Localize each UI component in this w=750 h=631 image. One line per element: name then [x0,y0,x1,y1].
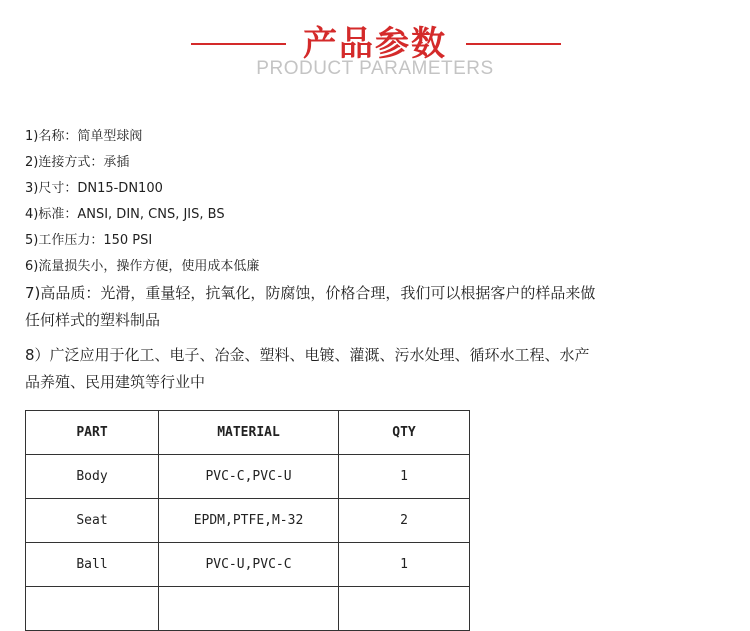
parts-table [25,410,470,631]
spec-item-size: 3)尺寸：DN15-DN100 [25,181,163,196]
page-title: 产品参数 [303,24,447,64]
cell-part: Body [26,455,159,499]
spec-item-applications: 8）广泛应用于化工、电子、冶金、塑料、电镀、灌溉、污水处理、循环水工程、水产品养殖、民用建筑等行业中 [25,346,590,391]
spec-item-name: 1)名称：简单型球阀 [25,129,143,144]
spec-list [25,124,665,396]
title-divider-right [466,43,561,45]
spec-item-pressure: 5)工作压力：150 PSI [25,233,153,248]
cell-material: EPDM,PTFE,M-32 [159,499,339,543]
table-row [26,543,470,587]
spec-item-flow: 6)流量损失小，操作方便，使用成本低廉 [25,259,260,274]
table-row [26,455,470,499]
table-header-row [26,411,470,455]
cell-qty: 1 [339,543,470,587]
column-header-qty: QTY [339,411,470,455]
section-header [0,10,750,64]
cell-material: PVC-U,PVC-C [159,543,339,587]
cell-material: PVC-C,PVC-U [159,455,339,499]
table-row [26,499,470,543]
cell-qty: 1 [339,455,470,499]
table-row-empty [26,587,470,631]
cell-empty [26,587,159,631]
cell-empty [339,587,470,631]
cell-part: Ball [26,543,159,587]
column-header-material: MATERIAL [159,411,339,455]
spec-item-quality: 7)高品质：光滑，重量轻，抗氧化，防腐蚀，价格合理，我们可以根据客户的样品来做任何样式的塑料制品 [25,284,596,329]
cell-empty [159,587,339,631]
cell-qty: 2 [339,499,470,543]
cell-part: Seat [26,499,159,543]
column-header-part: PART [26,411,159,455]
spec-item-standard: 4)标准：ANSI, DIN, CNS, JIS, BS [25,207,225,222]
spec-item-connection: 2)连接方式：承插 [25,155,130,170]
page-subtitle: PRODUCT PARAMETERS [256,58,494,79]
